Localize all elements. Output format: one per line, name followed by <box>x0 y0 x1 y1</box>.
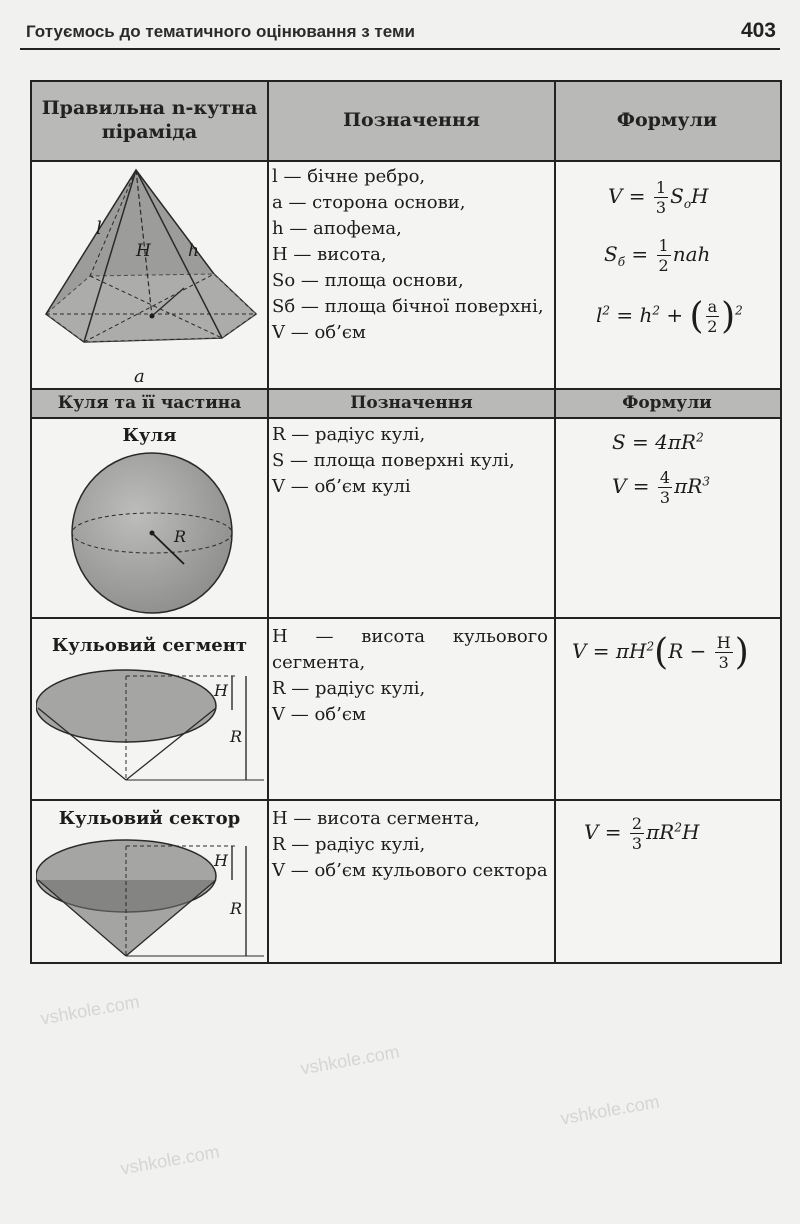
segment-title: Кульовий сегмент <box>51 635 248 656</box>
notation-line: S — площа поверхні кулі, <box>272 450 515 471</box>
header-title: Готуємось до тематичного оцінювання з теми <box>26 22 415 41</box>
notation-line: V — об’єм кулі <box>272 476 411 497</box>
notation-line: V — об’єм <box>272 322 366 343</box>
sphere-volume-formula: V = $\frac{4}{3}$ $\pi R^3$ <box>612 468 710 507</box>
edge-formula: $l^2 = h^2$ + ( $\frac{a}{2}$ )$^2$ <box>596 296 743 337</box>
sphere-title: Куля <box>122 425 177 446</box>
page-header <box>20 18 780 50</box>
notation-line: V — об’єм <box>272 704 366 725</box>
notation-line: R — радіус кулі, <box>272 678 426 699</box>
notation-line: Sб — площа бічної поверхні, <box>272 296 544 317</box>
sphere-col2-header: Позначення <box>350 392 473 413</box>
notation-line: R — радіус кулі, <box>272 424 426 445</box>
apothem-label: h <box>188 241 199 261</box>
pyramid-figure <box>38 164 264 386</box>
notation-line: H — висота сегмента, <box>272 808 480 829</box>
sphere-area-formula: $S = 4\pi R^2$ <box>612 430 704 454</box>
row-divider <box>32 160 780 162</box>
lateral-area-formula: $S_б$ = $\frac{1}{2}$ nah <box>604 236 711 275</box>
notation-line: R — радіус кулі, <box>272 834 426 855</box>
segment-volume-formula: $V = \pi H^2(R$ − $\frac{H}{3}$ ) <box>572 632 749 673</box>
watermark: vshkole.com <box>38 991 141 1029</box>
side-label: a <box>134 366 145 386</box>
pyramid-col2-header: Позначення <box>343 109 480 132</box>
watermark: vshkole.com <box>558 1091 661 1129</box>
sphere-col1-header: Куля та її частина <box>57 392 242 413</box>
pyramid-notation <box>272 164 548 346</box>
pyramid-volume-formula: V = $\frac{1}{3}$ $S_oH$ <box>608 178 709 217</box>
notation-line: Sо — площа основи, <box>272 270 464 291</box>
watermark: vshkole.com <box>118 1141 221 1179</box>
sphere-figure <box>62 450 242 616</box>
notation-line: h — апофема, <box>272 218 402 239</box>
sector-radius-label: R <box>230 899 243 918</box>
sphere-col3-header: Формули <box>622 392 712 413</box>
segment-notation <box>272 624 548 728</box>
row-divider <box>32 799 780 801</box>
height-label: H <box>136 241 151 261</box>
sphere-notation <box>272 422 548 500</box>
formula-table <box>30 80 782 964</box>
pyramid-col1-header: Правильна n-кутна піраміда <box>41 97 258 143</box>
sector-height-label: H <box>214 851 228 870</box>
sector-volume-formula: V = $\frac{2}{3}$ $\pi R^2H$ <box>584 814 700 853</box>
sphere-radius-label: R <box>174 527 187 546</box>
row-divider <box>32 617 780 619</box>
sector-title: Кульовий сектор <box>58 808 241 829</box>
sector-figure <box>36 834 264 960</box>
column-divider <box>554 82 556 962</box>
segment-figure <box>36 662 264 792</box>
segment-height-label: H <box>214 681 228 700</box>
notation-line: H — висота, <box>272 244 387 265</box>
notation-line: l — бічне ребро, <box>272 166 426 187</box>
page-number: 403 <box>740 19 776 42</box>
column-divider <box>267 82 269 962</box>
edge-label: l <box>96 218 102 239</box>
watermark: vshkole.com <box>298 1041 401 1079</box>
notation-line: V — об’єм кульового сектора <box>272 860 548 881</box>
segment-radius-label: R <box>230 727 243 746</box>
pyramid-col3-header: Формули <box>616 109 718 132</box>
notation-line: a — сторона основи, <box>272 192 466 213</box>
notation-line: H — висота кульового сегмента, <box>272 626 548 673</box>
sector-notation <box>272 806 548 884</box>
row-divider <box>32 417 780 419</box>
